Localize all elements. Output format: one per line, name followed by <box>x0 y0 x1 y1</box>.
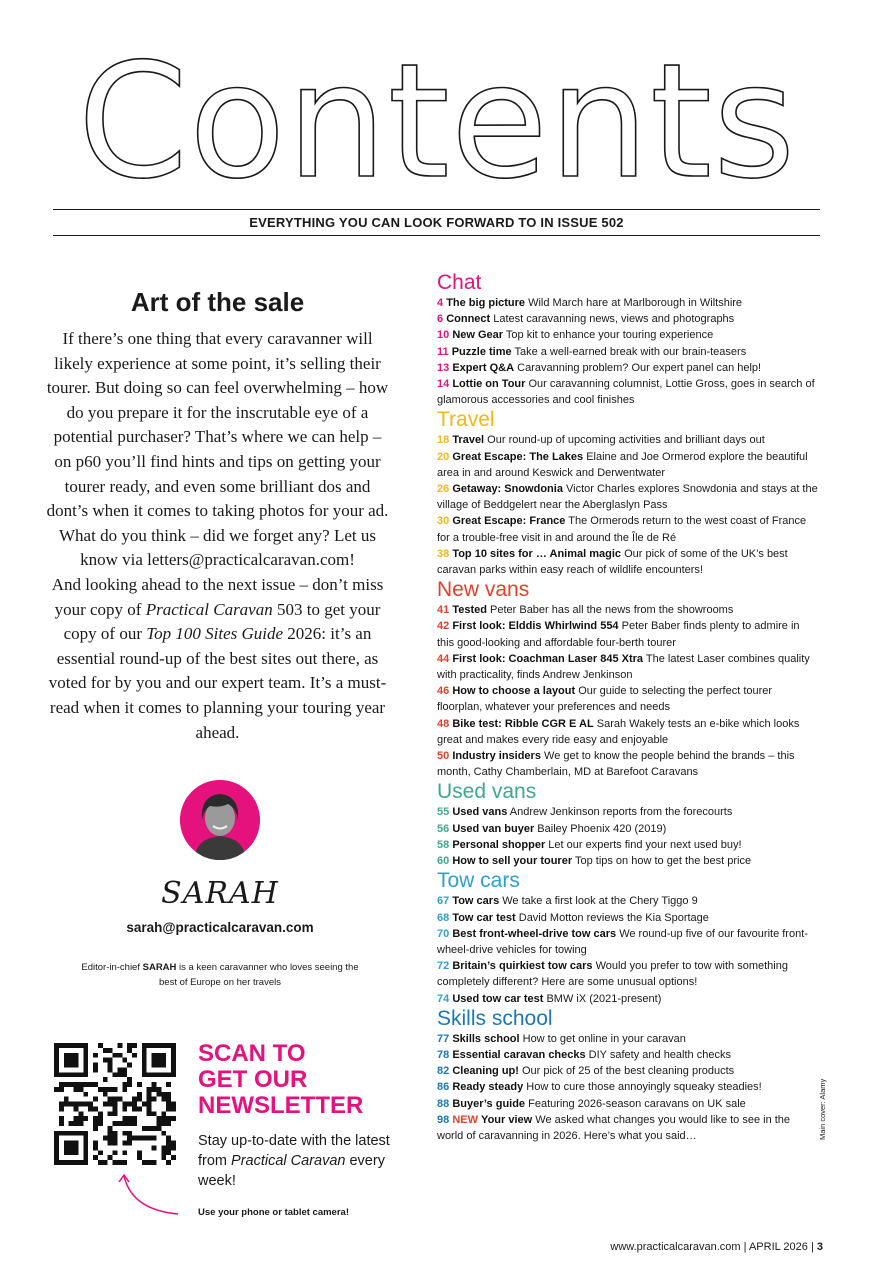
toc-item-desc: Our round-up of upcoming activities and brilliant days out <box>484 434 765 447</box>
toc-item-title: Connect <box>446 313 491 326</box>
page-number: 3 <box>816 1241 823 1253</box>
toc-item-title: Ready steady <box>452 1081 524 1094</box>
toc-item[interactable] <box>437 546 819 578</box>
editor-email-link[interactable]: sarah@practicalcaravan.com <box>126 920 314 935</box>
toc-item-title: Great Escape: France <box>452 515 566 528</box>
toc-item-desc: How to cure those annoyingly squeaky steadies! <box>523 1081 762 1094</box>
toc-item[interactable] <box>437 360 819 376</box>
toc-item[interactable] <box>437 821 819 837</box>
toc-item-desc: Top tips on how to get the best price <box>572 855 752 868</box>
toc-item-title: Britain’s quirkiest tow cars <box>452 960 593 973</box>
page-ref: 10 <box>437 329 450 342</box>
toc-item[interactable] <box>437 1079 819 1095</box>
page-ref: 13 <box>437 361 450 374</box>
toc-item-desc: We get to know the people behind the brands – this month, Cathy Chamberlain, MD at Barefoot Caravans <box>437 750 795 779</box>
toc-item-title: Cleaning up! <box>452 1065 519 1078</box>
section-title: Used vans <box>437 780 537 804</box>
toc-item-title: Top 10 sites for … Animal magic <box>452 547 622 560</box>
toc-item-title: Travel <box>452 434 485 447</box>
toc-item[interactable] <box>437 449 819 481</box>
toc-item[interactable] <box>437 748 819 780</box>
page-ref: 58 <box>437 838 450 851</box>
toc-item-desc: Featuring 2026-season caravans on UK sale <box>525 1097 746 1110</box>
page-ref: 78 <box>437 1048 450 1061</box>
footer-site-link[interactable]: www.practicalcaravan.com <box>610 1241 741 1253</box>
toc-item[interactable] <box>437 1031 819 1047</box>
toc-item[interactable] <box>437 344 819 360</box>
toc-item[interactable] <box>437 651 819 683</box>
section-used-vans <box>437 780 819 869</box>
section-title: Travel <box>437 408 495 432</box>
newsletter-cta: Use your phone or tablet camera! <box>198 1207 349 1218</box>
toc-item-desc: DIY safety and health checks <box>585 1048 731 1061</box>
toc-item-title: Personal shopper <box>452 838 546 851</box>
section-chat <box>437 271 819 408</box>
toc-item[interactable] <box>437 481 819 513</box>
toc-item-desc: We round-up five of our favourite front-wheel-drive vehicles for towing <box>437 927 808 956</box>
toc-item-title: Used tow car test <box>452 992 544 1005</box>
section-title: New vans <box>437 578 530 602</box>
page-ref: 98 <box>437 1113 450 1126</box>
page-ref: 14 <box>437 378 450 391</box>
new-badge: NEW <box>452 1113 478 1126</box>
toc-item[interactable] <box>437 893 819 909</box>
page-ref: 55 <box>437 806 450 819</box>
toc-item-title: Tow cars <box>452 895 500 908</box>
editorial-paragraph: If there’s one thing that every caravanner will likely experience at some point, it’s selling their tourer. But doing so can feel overwhelming – how do you prepare it for the inscrutable eye of a potential purchaser? That’s where we can help – on p60 you’ll find hints and tips on getting your tourer ready, and even some brilliant dos and dont’s when it comes to taking photos for your ad. What do you think – did we forget any? Let us know via letters@practicalcaravan.com! <box>46 329 389 570</box>
page-ref: 4 <box>437 297 444 309</box>
toc-item-title: New Gear <box>452 329 504 342</box>
page-ref: 50 <box>437 750 450 763</box>
editor-signature: SARAH <box>161 876 279 911</box>
section-travel <box>437 408 819 578</box>
page-ref: 82 <box>437 1065 450 1078</box>
section-tow-cars <box>437 869 819 1006</box>
toc-item-desc: Elaine and Joe Ormerod explore the beautiful area in and around Keswick and Derwentwater <box>437 450 808 479</box>
toc-item-title: First look: Elddis Whirlwind 554 <box>452 620 619 633</box>
section-skills-school <box>437 1007 819 1144</box>
strapline: EVERYTHING YOU CAN LOOK FORWARD TO IN ISSUE 502 <box>249 215 624 230</box>
toc-item-desc: Sarah Wakely tests an e-bike which looks great and makes every ride easy and enjoyable <box>437 717 800 746</box>
page-footer: www.practicalcaravan.com | APRIL 2026 | 3 <box>610 1241 823 1253</box>
toc-item[interactable] <box>437 432 819 448</box>
toc-item-title: Your view <box>481 1113 533 1126</box>
toc-item-title: Lottie on Tour <box>452 378 526 391</box>
toc-item[interactable] <box>437 853 819 869</box>
toc-item-desc: Latest caravanning news, views and photographs <box>490 313 735 326</box>
toc-item-desc: BMW iX (2021-present) <box>543 992 662 1005</box>
page-ref: 68 <box>437 911 450 924</box>
toc-item-title: Bike test: Ribble CGR E AL <box>452 717 594 730</box>
toc-item[interactable] <box>437 311 819 327</box>
page-ref: 74 <box>437 992 450 1005</box>
toc-item[interactable] <box>437 991 819 1007</box>
toc-item-desc: We asked what changes you would like to see in the world of caravanning in 2026. Here’s what you said… <box>437 1113 791 1142</box>
toc-item-title: Industry insiders <box>452 750 541 763</box>
toc-item-title: Best front-wheel-drive tow cars <box>452 927 617 940</box>
page-ref: 18 <box>437 434 450 447</box>
toc-item[interactable] <box>437 837 819 853</box>
toc-item-desc: The Ormerods return to the west coast of France for a trouble-free visit in and around the Île de Ré <box>437 515 807 544</box>
toc-item[interactable] <box>437 376 819 408</box>
table-of-contents <box>437 271 819 1144</box>
toc-item[interactable] <box>437 716 819 748</box>
section-title: Chat <box>437 271 482 294</box>
editor-avatar <box>180 780 260 860</box>
toc-item-title: Skills school <box>452 1032 520 1045</box>
toc-item-title: Buyer’s guide <box>452 1097 526 1110</box>
toc-item-title: Tow car test <box>452 911 516 924</box>
section-title: Skills school <box>437 1006 553 1030</box>
page-ref: 77 <box>437 1032 450 1045</box>
toc-item-title: Getaway: Snowdonia <box>452 483 563 496</box>
toc-item-title: First look: Coachman Laser 845 Xtra <box>452 652 644 665</box>
toc-item[interactable] <box>437 1096 819 1112</box>
page-ref: 72 <box>437 960 450 973</box>
toc-item-desc: Would you prefer to tow with something completely different? Here are some unusual options! <box>437 960 788 989</box>
toc-item[interactable] <box>437 513 819 545</box>
toc-item-desc: Our pick of some of the UK’s best caravan parks within easy reach of wildlife encounters! <box>437 547 788 577</box>
page-ref: 20 <box>437 450 450 463</box>
page-ref: 48 <box>437 717 450 730</box>
page-ref: 67 <box>437 895 450 908</box>
divider-bottom <box>53 235 820 236</box>
toc-item-desc: Our caravanning columnist, Lottie Gross, goes in search of glamorous accessories and cool finishes <box>437 378 815 407</box>
page-ref: 30 <box>437 515 450 528</box>
toc-item-desc: Our guide to selecting the perfect tourer floorplan, whatever your preferences and needs <box>437 685 773 714</box>
editorial-body <box>46 327 389 745</box>
editorial-headline: Art of the sale <box>130 287 305 317</box>
page-title: Contents <box>77 30 797 214</box>
toc-item-desc: David Motton reviews the Kia Sportage <box>515 911 709 924</box>
toc-item-title: Puzzle time <box>451 345 512 358</box>
toc-item-desc: We take a first look at the Chery Tiggo 9 <box>499 895 698 908</box>
page-ref: 88 <box>437 1097 450 1110</box>
newsletter-heading: SCAN TO GET OUR NEWSLETTER <box>198 1040 364 1119</box>
page-ref: 46 <box>437 685 450 698</box>
toc-item[interactable] <box>437 1047 819 1063</box>
toc-item-desc: Bailey Phoenix 420 (2019) <box>534 822 667 835</box>
toc-item-desc: How to get online in your caravan <box>519 1032 686 1045</box>
toc-item-title: How to choose a layout <box>452 685 576 698</box>
toc-item-desc: The latest Laser combines quality with practicality, finds Andrew Jenkinson <box>437 652 810 682</box>
toc-item-desc: Peter Baber finds plenty to admire in this good-looking and affordable four-berth tourer <box>437 620 800 649</box>
toc-item-title: The big picture <box>446 297 526 309</box>
page-ref: 26 <box>437 483 450 496</box>
page-ref: 6 <box>437 313 444 326</box>
section-title: Tow cars <box>437 869 520 893</box>
newsletter-body: Stay up-to-date with the latest from Practical Caravan every week! <box>198 1133 390 1189</box>
toc-item[interactable] <box>437 1112 819 1144</box>
editorial-paragraph: And looking ahead to the next issue – don’t miss your copy of Practical Caravan 503 to get your copy of our Top 100 Sites Guide 2026: it’s an essential round-up of the best sites out there, as voted for by you and our expert team. It’s a must-read when it comes to planning your touring year ahead. <box>48 574 387 742</box>
qr-code-icon[interactable] <box>54 1043 176 1165</box>
toc-item-desc: Caravanning problem? Our expert panel can help! <box>514 361 762 374</box>
toc-item-title: Essential caravan checks <box>452 1048 586 1061</box>
page-ref: 56 <box>437 822 450 835</box>
toc-item[interactable] <box>437 926 819 958</box>
section-new-vans <box>437 578 819 780</box>
toc-item-title: Great Escape: The Lakes <box>452 450 584 463</box>
toc-item-desc: Wild March hare at Marlborough in Wiltshire <box>525 297 743 309</box>
toc-item-desc: Let our experts find your next used buy! <box>545 838 742 851</box>
toc-item-title: Used van buyer <box>452 822 535 835</box>
toc-item-desc: Our pick of 25 of the best cleaning products <box>518 1065 735 1078</box>
page-ref: 44 <box>437 652 450 665</box>
toc-item-title: Expert Q&A <box>452 361 515 374</box>
page-ref: 11 <box>437 345 449 358</box>
toc-item-desc: Take a well-earned break with our brain-teasers <box>511 345 747 358</box>
page-ref: 41 <box>437 604 450 617</box>
toc-item-title: How to sell your tourer <box>452 855 573 868</box>
page-ref: 86 <box>437 1081 450 1094</box>
photo-credit: Main cover: Alamy <box>818 1078 827 1140</box>
toc-item[interactable] <box>437 804 819 820</box>
editor-note: Editor-in-chief SARAH is a keen caravanner who loves seeing the best of Europe on her travels <box>81 962 359 988</box>
toc-item[interactable] <box>437 327 819 343</box>
page-ref: 42 <box>437 620 450 633</box>
toc-item[interactable] <box>437 602 819 618</box>
page-ref: 70 <box>437 927 450 940</box>
page-ref: 38 <box>437 547 450 560</box>
toc-item[interactable] <box>437 958 819 990</box>
toc-item-desc: Victor Charles explores Snowdonia and stays at the village of Beddgelert near the Aberglaslyn Pass <box>437 483 818 512</box>
toc-item[interactable] <box>437 618 819 650</box>
toc-item-title: Tested <box>452 604 487 617</box>
toc-item-desc: Andrew Jenkinson reports from the forecourts <box>507 806 733 819</box>
toc-item-desc: Top kit to enhance your touring experience <box>503 329 714 342</box>
toc-item-desc: Peter Baber has all the news from the showrooms <box>486 604 734 617</box>
toc-item[interactable] <box>437 1063 819 1079</box>
arrow-icon <box>118 1170 198 1220</box>
toc-item[interactable] <box>437 683 819 715</box>
page-ref: 60 <box>437 855 450 868</box>
toc-item-title: Used vans <box>452 806 508 819</box>
toc-item[interactable] <box>437 295 819 311</box>
divider-top <box>53 209 820 210</box>
toc-item[interactable] <box>437 910 819 926</box>
